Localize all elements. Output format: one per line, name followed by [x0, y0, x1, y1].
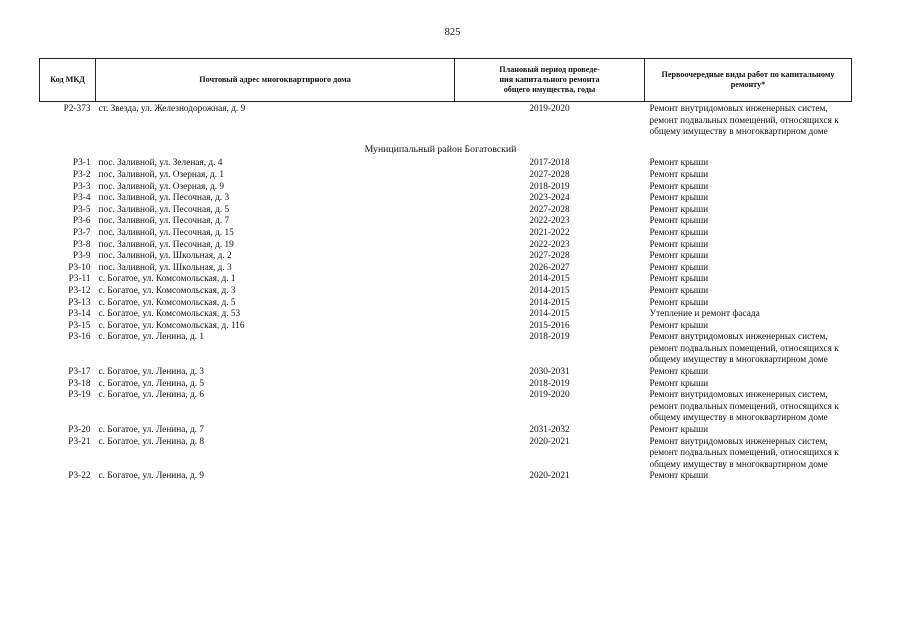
works-line: Ремонт внутридомовых инженерных систем, — [649, 436, 828, 447]
period-cell: 2022-2023 — [529, 239, 570, 250]
works-cell — [645, 240, 852, 252]
address-cell: с. Богатое, ул. Комсомольская, д. 53 — [98, 309, 241, 320]
code-cell: Р3-19 — [68, 390, 91, 401]
code-cell: Р3-13 — [68, 297, 91, 308]
address-cell: пос. Заливной, ул. Школьная, д. 2 — [98, 251, 232, 262]
works-line: Ремонт крыши — [649, 169, 709, 180]
works-line: Ремонт крыши — [649, 285, 709, 296]
works-line: Ремонт крыши — [649, 262, 709, 273]
address-cell: пос. Заливной, ул. Озерная, д. 1 — [98, 169, 224, 180]
works-cell — [645, 321, 852, 333]
works-cell — [645, 251, 852, 263]
code-cell: Р3-15 — [68, 320, 91, 331]
works-cell — [645, 170, 852, 182]
period-cell: 2026-2027 — [529, 262, 570, 273]
table-row — [40, 437, 852, 472]
table-row — [40, 251, 852, 263]
code-cell: Р3-7 — [72, 227, 91, 238]
address-cell: с. Богатое, ул. Комсомольская, д. 3 — [98, 285, 236, 296]
works-line: Ремонт внутридомовых инженерных систем, — [649, 332, 828, 343]
district-heading-cell — [40, 139, 852, 159]
table-row — [40, 193, 852, 205]
works-line: Ремонт крыши — [649, 367, 709, 378]
period-cell: 2018-2019 — [529, 378, 570, 389]
address-cell: пос. Заливной, ул. Озерная, д. 9 — [98, 181, 224, 192]
works-line: общему имуществу в многоквартирном доме — [649, 127, 828, 138]
works-line: Ремонт крыши — [649, 193, 709, 204]
works-line: Ремонт внутридомовых инженерных систем, — [649, 390, 828, 401]
address-cell: с. Богатое, ул. Ленина, д. 7 — [98, 425, 205, 436]
address-cell: с. Богатое, ул. Ленина, д. 6 — [98, 390, 205, 401]
table-row — [40, 240, 852, 252]
works-cell — [645, 205, 852, 217]
code-cell: Р3-8 — [72, 239, 91, 250]
period-cell: 2018-2019 — [529, 332, 570, 343]
table-row — [40, 205, 852, 217]
address-cell: с. Богатое, ул. Ленина, д. 1 — [98, 332, 205, 343]
code-cell: Р3-14 — [68, 309, 91, 320]
period-cell: 2019-2020 — [529, 104, 570, 114]
address-cell: с. Богатое, ул. Комсомольская, д. 1 — [98, 274, 236, 285]
header-works-line: Первоочередные виды работ по капитальному — [661, 69, 835, 79]
works-cell — [645, 298, 852, 310]
table-row — [40, 216, 852, 228]
address-cell: пос. Заливной, ул. Песочная, д. 3 — [98, 193, 230, 204]
district-heading-row — [40, 139, 852, 159]
period-cell: 2014-2015 — [529, 297, 570, 308]
period-cell: 2018-2019 — [529, 181, 570, 192]
table-row — [40, 170, 852, 182]
period-cell: 2022-2023 — [529, 216, 570, 227]
code-cell: Р3-16 — [68, 332, 91, 343]
code-cell: Р3-20 — [68, 425, 91, 436]
district-title: Муниципальный район Богатовский — [364, 143, 517, 155]
works-cell — [645, 274, 852, 286]
header-period — [455, 59, 645, 102]
address-cell: с. Богатое, ул. Ленина, д. 8 — [98, 436, 205, 447]
table-row — [40, 274, 852, 286]
table-row — [40, 321, 852, 333]
works-line: ремонт подвальных помещений, относящихся к — [649, 343, 839, 354]
code-cell: Р3-18 — [68, 378, 91, 389]
period-cell: 2023-2024 — [529, 193, 570, 204]
table-body — [40, 102, 852, 484]
header-code: Код МКД — [40, 59, 96, 102]
table-row — [40, 102, 852, 139]
works-line: Ремонт крыши — [649, 204, 709, 215]
code-cell: Р3-5 — [72, 204, 91, 215]
code-cell: Р3-21 — [68, 436, 91, 447]
code-cell: Р3-9 — [72, 251, 91, 262]
works-line: Ремонт крыши — [649, 239, 709, 250]
table-row — [40, 390, 852, 425]
period-cell: 2021-2022 — [529, 227, 570, 238]
code-cell: Р3-11 — [68, 274, 91, 285]
header-address: Почтовый адрес многоквартирного дома — [96, 59, 455, 102]
address-cell: с. Богатое, ул. Ленина, д. 5 — [98, 378, 205, 389]
works-cell — [645, 158, 852, 170]
works-line: Ремонт крыши — [649, 471, 709, 482]
header-period-line: общего имущества, годы — [503, 85, 596, 95]
works-line: ремонт подвальных помещений, относящихся к — [649, 115, 839, 126]
works-line: Ремонт крыши — [649, 425, 709, 436]
header-period-line: ния капитального ремонта — [499, 74, 600, 84]
table-row — [40, 228, 852, 240]
period-cell: 2019-2020 — [529, 390, 570, 401]
period-cell: 2031-2032 — [529, 425, 570, 436]
period-cell: 2030-2031 — [529, 367, 570, 378]
code-cell: Р3-2 — [72, 169, 91, 180]
works-cell — [645, 228, 852, 240]
address-cell: пос. Заливной, ул. Песочная, д. 5 — [98, 204, 230, 215]
works-cell — [645, 263, 852, 275]
works-line: общему имуществу в многоквартирном доме — [649, 459, 828, 470]
works-cell — [645, 216, 852, 228]
register-table — [39, 58, 852, 483]
address-cell: пос. Заливной, ул. Школьная, д. 3 — [98, 262, 232, 273]
period-cell: 2017-2018 — [529, 158, 570, 169]
works-cell — [645, 367, 852, 379]
works-line: Ремонт крыши — [649, 216, 709, 227]
works-line: Ремонт крыши — [649, 297, 709, 308]
period-cell: 2015-2016 — [529, 320, 570, 331]
period-cell: 2020-2021 — [529, 436, 570, 447]
works-cell — [645, 102, 852, 139]
address-cell: пос. Заливной, ул. Песочная, д. 19 — [98, 239, 234, 250]
code-cell: Р3-10 — [68, 262, 91, 273]
address-cell: с. Богатое, ул. Ленина, д. 3 — [98, 367, 205, 378]
code-cell: Р3-3 — [72, 181, 91, 192]
works-line: Ремонт крыши — [649, 227, 709, 238]
code-cell: Р3-6 — [72, 216, 91, 227]
works-cell — [645, 390, 852, 425]
works-line: Ремонт крыши — [649, 251, 709, 262]
table-row — [40, 309, 852, 321]
works-line: Ремонт крыши — [649, 181, 709, 192]
table-row — [40, 298, 852, 310]
works-line: общему имуществу в многоквартирном доме — [649, 413, 828, 424]
code-cell: Р2-373 — [63, 104, 91, 114]
table-row — [40, 286, 852, 298]
period-cell: 2027-2028 — [529, 169, 570, 180]
period-cell: 2027-2028 — [529, 251, 570, 262]
works-cell — [645, 182, 852, 194]
table-row — [40, 332, 852, 367]
works-line: Ремонт внутридомовых инженерных систем, — [649, 104, 828, 114]
table-row — [40, 367, 852, 379]
table-row — [40, 182, 852, 194]
period-cell: 2020-2021 — [529, 471, 570, 482]
works-cell — [645, 379, 852, 391]
works-line: ремонт подвальных помещений, относящихся к — [649, 401, 839, 412]
works-line: Ремонт крыши — [649, 158, 709, 169]
works-cell — [645, 332, 852, 367]
works-line: Ремонт крыши — [649, 378, 709, 389]
works-cell — [645, 193, 852, 205]
table-row — [40, 263, 852, 275]
works-cell — [645, 425, 852, 437]
table-header — [40, 59, 852, 102]
works-line: Утепление и ремонт фасада — [649, 309, 760, 320]
works-cell — [645, 309, 852, 321]
code-cell: Р3-12 — [68, 285, 91, 296]
table-row — [40, 425, 852, 437]
header-works-line: ремонту* — [730, 80, 766, 89]
address-cell: с. Богатое, ул. Ленина, д. 9 — [98, 471, 205, 482]
table-row — [40, 379, 852, 391]
address-cell: пос. Заливной, ул. Песочная, д. 15 — [98, 227, 234, 238]
address-cell: с. Богатое, ул. Комсомольская, д. 116 — [98, 320, 245, 331]
table-row — [40, 158, 852, 170]
header-period-line: Плановый период проведе- — [499, 64, 600, 74]
page-number: 825 — [444, 27, 461, 38]
period-cell: 2014-2015 — [529, 309, 570, 320]
code-cell: Р3-17 — [68, 367, 91, 378]
period-cell: 2027-2028 — [529, 204, 570, 215]
header-works — [645, 59, 852, 102]
code-cell: Р3-4 — [72, 193, 91, 204]
code-cell: Р3-22 — [68, 471, 91, 482]
works-cell — [645, 286, 852, 298]
period-cell: 2014-2015 — [529, 285, 570, 296]
works-cell — [645, 437, 852, 472]
works-line: ремонт подвальных помещений, относящихся к — [649, 448, 839, 459]
period-cell: 2014-2015 — [529, 274, 570, 285]
address-cell: с. Богатое, ул. Комсомольская, д. 5 — [98, 297, 236, 308]
works-cell — [645, 471, 852, 483]
address-cell: пос. Заливной, ул. Зеленая, д. 4 — [98, 158, 223, 169]
works-line: общему имуществу в многоквартирном доме — [649, 355, 828, 366]
code-cell: Р3-1 — [72, 158, 91, 169]
works-line: Ремонт крыши — [649, 274, 709, 285]
table-row — [40, 471, 852, 483]
address-cell: пос. Заливной, ул. Песочная, д. 7 — [98, 216, 230, 227]
works-line: Ремонт крыши — [649, 320, 709, 331]
address-cell: ст. Звезда, ул. Железнодорожная, д. 9 — [98, 104, 246, 114]
